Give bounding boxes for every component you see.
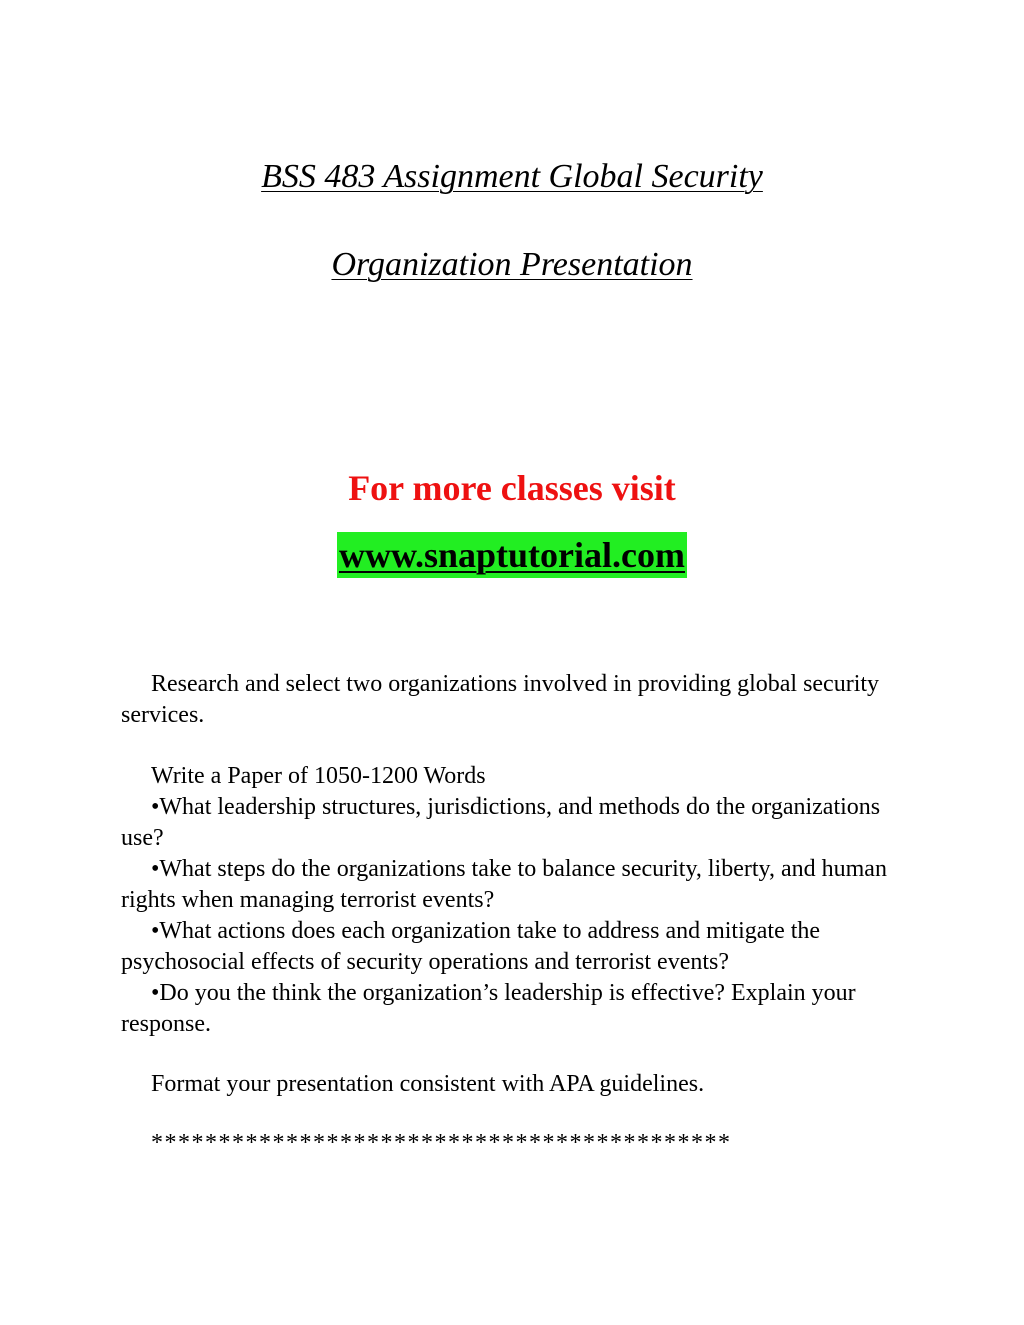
separator-line — [121, 1128, 911, 1159]
document-title-line-1: BSS 483 Assignment Global Security — [261, 158, 763, 195]
format-note-text: Format your presentation consistent with APA guidelines. — [151, 1071, 705, 1097]
requirement-item: •What steps do the organizations take to balance security, liberty, and human rights when managing terrorist events? — [121, 856, 887, 913]
intro-paragraph — [121, 669, 911, 731]
promo-text: For more classes visit — [348, 468, 676, 508]
paper-heading: Write a Paper of 1050-1200 Words — [151, 763, 486, 789]
requirement-item: •What actions does each organization take to address and mitigate the psychosocial effects of security operations and terrorist events? — [121, 918, 821, 975]
format-note — [121, 1069, 911, 1100]
snaptutorial-link[interactable]: www.snaptutorial.com — [337, 532, 687, 578]
asterisk-separator: ******************************************* — [151, 1130, 732, 1156]
paper-requirements — [121, 761, 911, 1040]
document-title-line-2: Organization Presentation — [331, 246, 693, 283]
requirement-item: •What leadership structures, jurisdictions, and methods do the organizations use? — [121, 794, 881, 851]
promo-link-container — [0, 532, 1024, 578]
requirement-item: •Do you the think the organization’s leadership is effective? Explain your response. — [121, 980, 856, 1037]
intro-text: Research and select two organizations involved in providing global security services. — [121, 671, 880, 728]
